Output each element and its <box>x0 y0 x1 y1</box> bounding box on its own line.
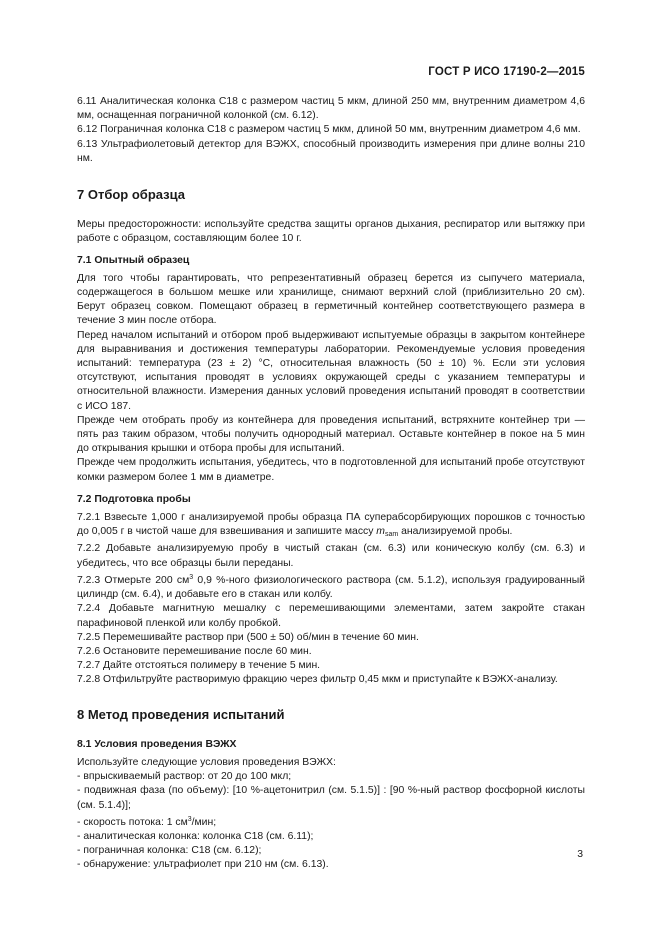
mass-symbol: m <box>376 526 385 538</box>
cubic-superscript: 3 <box>189 573 194 581</box>
page-content <box>77 95 585 873</box>
hplc-intro: Используйте следующие условия проведения ВЭЖХ: <box>77 756 336 768</box>
section-8-1-heading: 8.1 Условия проведения ВЭЖХ <box>77 738 237 750</box>
clause-7-2-7: 7.2.7 Дайте отстояться полимеру в течение 5 мин. <box>77 660 321 672</box>
flow-rate-text: - скорость потока: 1 см <box>77 816 188 828</box>
clause-7-2-1-end: анализируемой пробы. <box>398 526 513 538</box>
clause-6-12: 6.12 Пограничная колонка С18 с размером частиц 5 мкм, длиной 50 мм, внутренним диаметром 4,6 мм. <box>77 124 581 136</box>
clause-6-13: 6.13 Ультрафиолетовый детектор для ВЭЖХ, способный производить измерения при длине волны 210 нм. <box>77 138 585 164</box>
clause-7-2-6: 7.2.6 Остановите перемешивание после 60 мин. <box>77 645 312 657</box>
condition-analytical-column: - аналитическая колонка: колонка С18 (см. 6.11); <box>77 830 314 842</box>
condition-injection: - впрыскиваемый раствор: от 20 до 100 мкл; <box>77 771 292 783</box>
condition-detection: - обнаружение: ультрафиолет при 210 нм (см. 6.13). <box>77 859 329 871</box>
flow-rate-unit: /мин; <box>191 816 217 828</box>
section-7-2-heading: 7.2 Подготовка пробы <box>77 493 191 505</box>
page-number: 3 <box>577 849 583 860</box>
flow-cubic-superscript: 3 <box>187 815 192 823</box>
clause-7-2-8: 7.2.8 Отфильтруйте растворимую фракцию через фильтр 0,45 мкм и приступайте к ВЭЖХ-анализу. <box>77 674 558 686</box>
para-7-1-d: Прежде чем продолжить испытания, убедитесь, что в подготовленной для испытаний пробе отсутствуют комки размером более 1 мм в диаметре. <box>77 457 585 483</box>
condition-flow-rate <box>77 813 585 830</box>
document-code: ГОСТ Р ИСО 17190-2—2015 <box>428 66 585 78</box>
clause-7-2-3-end: 0,9 %-ного физиологического раствора (см. 5.1.2), используя градуированный цилиндр (см. 6.4), и добавьте его в стакан или колбу. <box>77 574 585 601</box>
condition-guard-column: - пограничная колонка: С18 (см. 6.12); <box>77 845 262 857</box>
clause-7-2-5: 7.2.5 Перемешивайте раствор при (500 ± 50) об/мин в течение 60 мин. <box>77 631 419 643</box>
precaution-note: Меры предосторожности: используйте средства защиты органов дыхания, респиратор или вытяжку при работе с образцом, составляющим более 10 г. <box>77 219 585 245</box>
mass-subscript: sam <box>384 531 399 539</box>
section-7-heading: 7 Отбор образца <box>77 187 185 203</box>
para-7-1-c: Прежде чем отобрать пробу из контейнера для проведения испытаний, встряхните контейнер три — пять раз таким образом, чтобы получить однородный материал. Оставьте контейнер в покое на 5 мин до открывания крышки и отбора пробы для испытаний. <box>77 414 585 455</box>
clause-7-2-4: 7.2.4 Добавьте магнитную мешалку с перемешивающими элементами, затем закройте стакан парафиновой пленкой или колбу пробкой. <box>77 603 585 629</box>
condition-mobile-phase: - подвижная фаза (по объему): [10 %-ацетонитрил (см. 5.1.5)] : [90 %-ный раствор фосфорной кислоты (см. 5.1.4)]; <box>77 785 585 811</box>
clause-7-2-1 <box>77 511 585 542</box>
section-8-heading: 8 Метод проведения испытаний <box>77 706 285 722</box>
clause-6-11: 6.11 Аналитическая колонка С18 с размером частиц 5 мкм, длиной 250 мм, внутренним диаметром 4,6 мм, оснащенная пограничной колонкой (см. 6.12). <box>77 96 585 122</box>
clause-7-2-2: 7.2.2 Добавьте анализируемую пробу в чистый стакан (см. 6.3) или коническую колбу (см. 6.3) и убедитесь, что все образцы были переданы. <box>77 543 585 569</box>
section-7-1-heading: 7.1 Опытный образец <box>77 254 190 266</box>
clause-7-2-3 <box>77 571 585 602</box>
para-7-1-a: Для того чтобы гарантировать, что репрезентативный образец берется из сыпучего материала, содержащегося в большом мешке или хранилище, снимают верхний слой (приблизительно 20 см). Берут образец совком. Помещают образец в герметичный контейнер соответствующего размера в течение 3 мин после отбора. <box>77 272 585 327</box>
clause-7-2-1-text: 7.2.1 Взвесьте 1,000 г анализируемой пробы образца ПА суперабсорбирующих порошков с точностью до 0,005 г в чистой чаше для взвешивания и запишите массу <box>77 512 585 538</box>
clause-7-2-3-text: 7.2.3 Отмерьте 200 см <box>77 574 190 586</box>
para-7-1-b: Перед началом испытаний и отбором проб выдерживают испытуемые образцы в закрытом контейнере для выравнивания и достижения температуры лаборатории. Рекомендуемые условия проведения испытаний: температура (23 ± 2) °С, относительная влажность (50 ± 10) %. Если эти условия отсутствуют, испытания проводят в условиях окружающей среды с указанием температуры и относительной влажности. Измерения данных условий проведения испытаний проводят в соответствии с ИСО 187. <box>77 329 585 412</box>
